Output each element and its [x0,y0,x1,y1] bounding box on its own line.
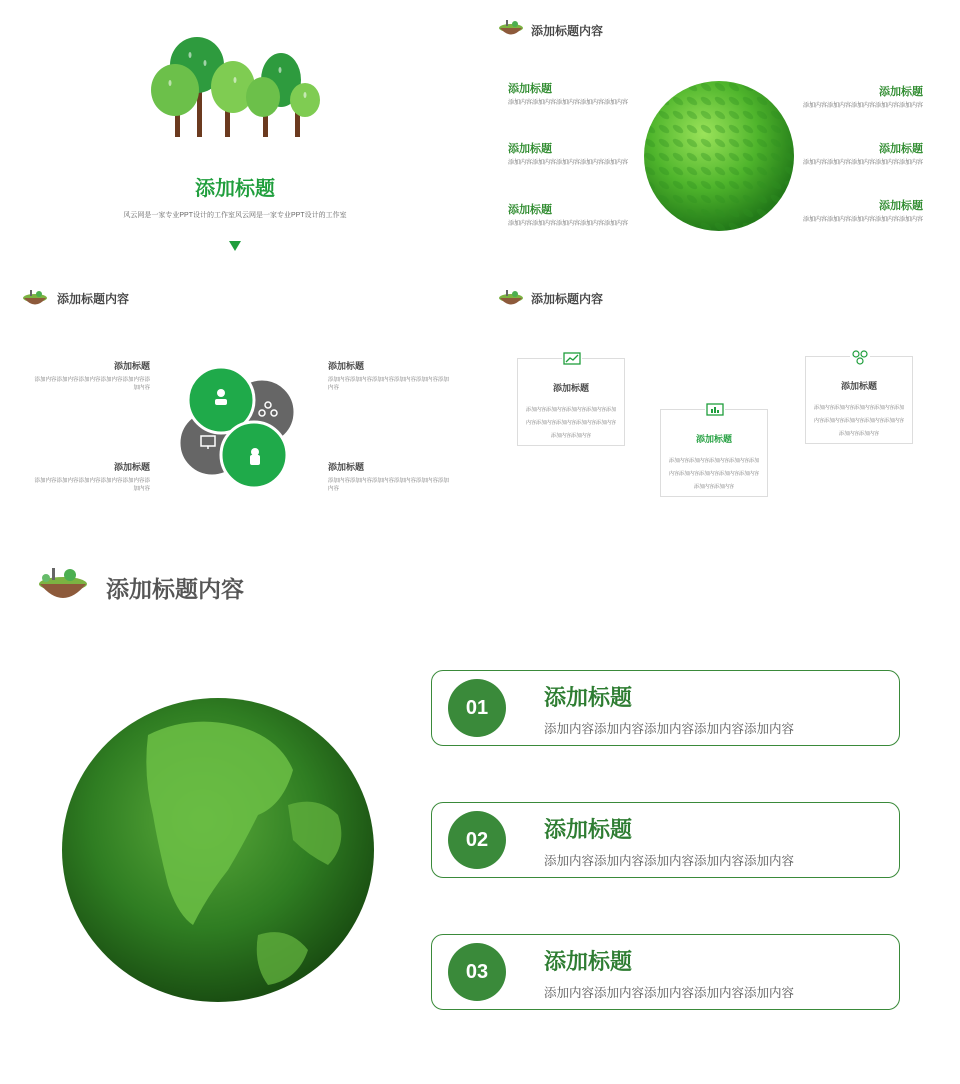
triangle-down-icon [229,241,241,251]
s4-card-3 [805,356,913,444]
step-number-2: 02 [448,811,506,869]
chart-growth-icon [562,351,582,367]
android-icon [250,448,260,465]
right-item-3-title: 添加标题 [879,200,923,212]
s4-card-2-desc: 添加内容添加内容添加内容添加内容添加内容添加内容添加内容添加内容添加内容添加内容添加内容 [668,458,759,490]
slide3-header: 添加标题内容 [57,292,130,306]
right-item-3 [793,197,923,226]
step-card-3 [431,934,900,1010]
s3-item-1-title: 添加标题 [113,361,150,371]
slide-1 [0,0,470,264]
s4-card-2 [660,409,768,497]
right-item-1-desc: 添加内容添加内容添加内容添加内容添加内容 [802,103,923,109]
s4-card-3-desc: 添加内容添加内容添加内容添加内容添加内容添加内容添加内容添加内容添加内容添加内容添加内容 [813,405,904,437]
s4-card-1 [517,358,625,446]
slide-2 [490,0,960,264]
step-card-3-title: 添加标题 [544,949,633,974]
slide-3 [0,270,470,534]
slide1-title: 添加标题 [195,178,275,200]
s4-card-3-title: 添加标题 [840,381,877,391]
left-item-2-desc: 添加内容添加内容添加内容添加内容添加内容 [508,160,629,166]
left-item-2 [508,140,628,169]
s3-item-2-title: 添加标题 [113,462,150,472]
slide1-subtitle: 风云网是一家专业PPT设计的工作室风云网是一家专业PPT设计的工作室 [123,212,347,219]
s3-item-3-desc: 添加内容添加内容添加内容添加内容添加内容添加内容 [328,377,450,391]
slide2-header: 添加标题内容 [531,24,604,38]
left-item-1-desc: 添加内容添加内容添加内容添加内容添加内容 [508,100,629,106]
left-item-3 [508,201,628,230]
step-card-2 [431,802,900,878]
left-item-1 [508,80,628,109]
leaf-sphere-image [643,80,795,232]
trees-illustration [145,35,325,140]
slide4-header: 添加标题内容 [531,292,604,306]
step-card-1 [431,670,900,746]
step-card-1-desc: 添加内容添加内容添加内容添加内容添加内容 [544,722,795,736]
people-network-icon [850,349,870,365]
step-number-3: 03 [448,943,506,1001]
right-item-1 [793,83,923,112]
right-item-2-title: 添加标题 [879,143,923,155]
step-card-1-title: 添加标题 [544,685,633,710]
grass-globe-image [58,695,378,1005]
left-item-2-title: 添加标题 [508,143,552,155]
s4-card-1-title: 添加标题 [552,383,589,393]
slide-4 [490,270,960,534]
island-icon [498,17,524,39]
island-icon [22,287,48,309]
s3-item-1-desc: 添加内容添加内容添加内容添加内容添加内容添加内容 [34,377,150,391]
step-card-2-title: 添加标题 [544,817,633,842]
right-item-3-desc: 添加内容添加内容添加内容添加内容添加内容 [802,217,923,223]
right-item-2-desc: 添加内容添加内容添加内容添加内容添加内容 [802,160,923,166]
four-circles-diagram [176,365,300,490]
right-item-1-title: 添加标题 [879,86,923,98]
slide-5 [0,540,960,1084]
step-card-3-desc: 添加内容添加内容添加内容添加内容添加内容 [544,986,795,1000]
s3-item-2 [30,460,150,492]
s3-item-3-title: 添加标题 [328,361,365,371]
s3-item-4 [328,460,453,492]
step-number-1: 01 [448,679,506,737]
s4-card-1-desc: 添加内容添加内容添加内容添加内容添加内容添加内容添加内容添加内容添加内容添加内容添加内容 [525,407,616,439]
s3-item-1 [30,359,150,391]
left-item-3-desc: 添加内容添加内容添加内容添加内容添加内容 [508,221,629,227]
right-item-2 [793,140,923,169]
s3-item-2-desc: 添加内容添加内容添加内容添加内容添加内容添加内容 [34,478,150,492]
s3-item-4-title: 添加标题 [328,462,365,472]
left-item-3-title: 添加标题 [508,204,552,216]
monitor-bars-icon [705,402,725,418]
island-icon [36,562,90,608]
s3-item-3 [328,359,453,391]
left-item-1-title: 添加标题 [508,83,552,95]
island-icon [498,287,524,309]
s4-card-2-title: 添加标题 [695,434,732,444]
step-card-2-desc: 添加内容添加内容添加内容添加内容添加内容 [544,854,795,868]
slide5-header: 添加标题内容 [106,576,244,602]
s3-item-4-desc: 添加内容添加内容添加内容添加内容添加内容添加内容 [328,478,450,492]
